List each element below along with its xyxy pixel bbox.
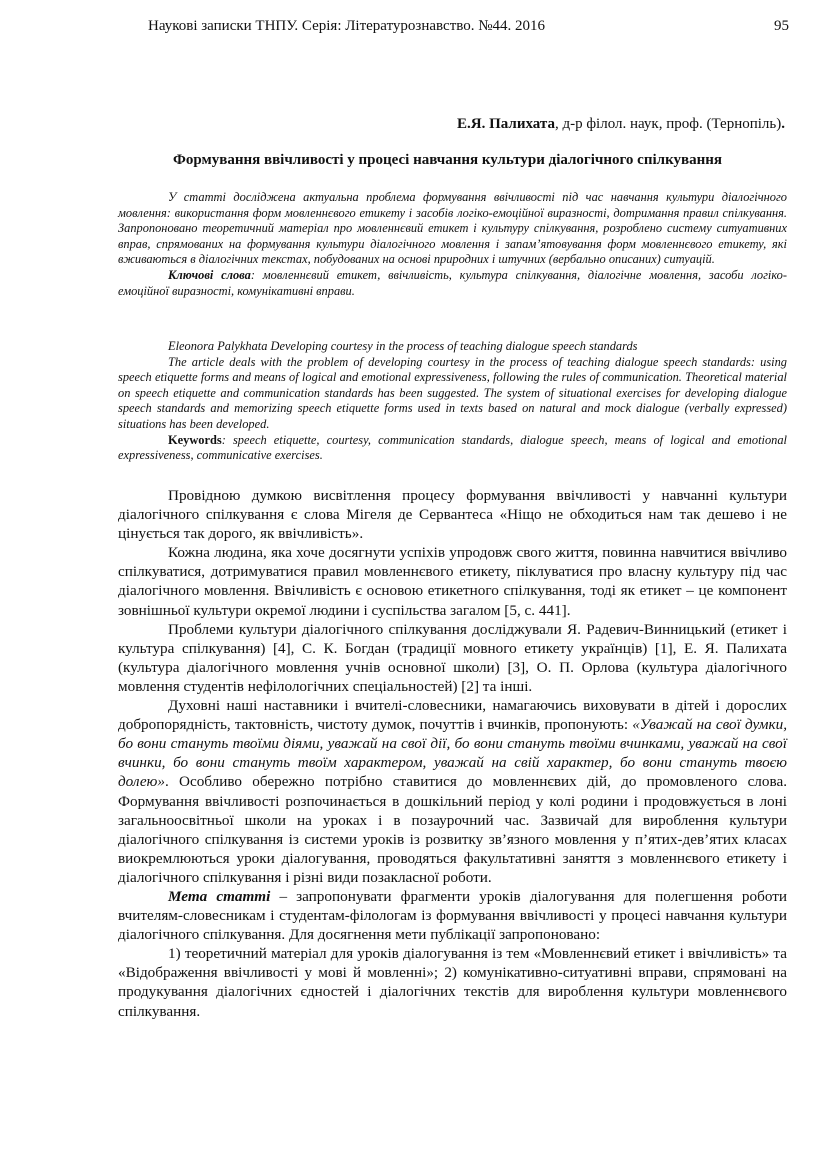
abstract-ua-keywords <box>118 268 787 299</box>
body-paragraph-3: Проблеми культури діалогічного спілкування досліджували Я. Радевич-Винницький (етикет і культура спілкування) [4], С. К. Богдан (традиції мовного етикету українців) [1], Е. Я. Палихата (культура діалогічного мовлення учнів основної школи) [3], О. П. Орлова (культура діалогічного мовлення студентів нефілологічних спеціальностей) [2] та інші. <box>118 620 787 695</box>
abstract-en-heading: Eleonora Palykhata Developing courtesy in the process of teaching dialogue speech standards <box>168 339 638 353</box>
page-number: 95 <box>774 18 789 34</box>
author-credentials: , д-р філол. наук, проф. (Тернопіль) <box>554 116 782 132</box>
article-title: Формування ввічливості у процесі навчання культури діалогічного спілкування <box>173 152 722 168</box>
abstract-ua-text: У статті досліджена актуальна проблема формування ввічливості під час навчання культури діалогічного мовлення: використання форм мовленнєвого етикету і засобів логіко-емоційної виразності, дотримання правил спілкування. Запропоновано теоретичний матеріал про мовленнєвий етикет і культуру спілкування, розроблено систему ситуативних вправ, спрямованих на формування культури діалогічного мовлення і запам’ятовування форм мовленнєвого етикету, які вживаються в діалогічних текстах, побудованих на основі природних і штучних (вербально описаних) ситуацій. <box>118 190 787 267</box>
keywords-label-en: Keywords <box>168 432 222 447</box>
body-paragraph-4 <box>118 696 787 887</box>
author-dot: . <box>781 116 785 132</box>
p4-end: . Особливо обережно потрібно ставитися до мовленнєвих дій, до промовленого слова. Формування ввічливості розпочинається в дошкільний період у колі родини і продовжується в лоні загальноосвітньої школи на уроках і в позаурочний час. Зазвичай для вироблення культури діалогічного спілкування із системи уроків із розвитку зв’язного мовлення у п’ятих-дев’ятих класах виокремлюються уроки діалогування, проводяться факультативні заняття з мовленнєвого етикету і діалогічного спілкування і різні види позакласної роботи. <box>118 773 787 886</box>
goal-label: Мета статті <box>168 887 271 905</box>
body-paragraph-2: Кожна людина, яка хоче досягнути успіхів упродовж свого життя, повинна навчитися ввічливо спілкуватися, дотримуватися правил мовленнєвого етикету, піклуватися про власну культуру під час діалогічного мовлення. Ввічливість є основою етикетного спілкування, тоді як етикет – це компонент зовнішньої культури окремої людини і суспільства загалом [5, с. 441]. <box>118 544 787 619</box>
p4-quote: «Уважай на свої думки, бо вони стануть твоїми діями, уважай на свої дії, бо вони стануть твоїми вчинками, уважай на свої вчинки, бо вони стануть твоїм характером, уважай на свій характер, бо вони стануть твоєю долею» <box>118 716 787 791</box>
running-title: Наукові записки ТНПУ. Серія: Літературознавство. №44. 2016 <box>148 18 546 34</box>
page-header <box>148 18 789 40</box>
abstract-en-text: The article deals with the problem of developing courtesy in the process of teaching dialogue speech standards: using speech etiquette forms and means of logical and emotional expressiveness, following the rules of communication. Theoretical material on speech etiquette and communication standards has been suggested. The system of situational exercises for developing dialogue speech standards and memorizing speech etiquette forms used in texts based on natural and mock dialogue (verbally expressed) situations has been developed. <box>118 354 787 431</box>
article-body <box>118 486 787 1021</box>
abstract-en-keywords <box>118 433 787 464</box>
abstract-english <box>118 339 787 464</box>
p4-start: Духовні наші наставники і вчителі-словесники, намагаючись виховувати в дітей і дорослих добропорядність, тактовність, чистоту думок, почуттів і вчинків, пропонують: <box>118 697 787 734</box>
goal-text: – запропонувати фрагменти уроків діалогування для полегшення роботи вчителям-словесникам і студентам-філологам із формування ввічливості у процесі навчання культури діалогічного спілкування. Для досягнення мети публікації запропоновано: <box>118 887 788 944</box>
author-line <box>457 116 785 133</box>
abstract-ukrainian <box>118 190 787 299</box>
body-paragraph-6: 1) теоретичний матеріал для уроків діалогування із тем «Мовленнєвий етикет і ввічливість» та «Відображення ввічливості у мові й мовленні»; 2) комунікативно-ситуативні вправи, спрямовані на продукування діалогічних єдностей і діалогічних текстів для вироблення культури мовленнєвого спілкування. <box>118 945 787 1020</box>
body-paragraph-5 <box>118 887 787 944</box>
keywords-en: : speech etiquette, courtesy, communication standards, dialogue speech, means of logical and emotional expressiveness, communicative exercises. <box>118 432 787 463</box>
author-name: Е.Я. Палихата <box>457 116 555 132</box>
keywords-ua: : мовленнєвий етикет, ввічливість, культура спілкування, діалогічне мовлення, засоби логіко-емоційної виразності, комунікативні вправи. <box>118 267 787 298</box>
body-paragraph-1: Провідною думкою висвітлення процесу формування ввічливості у навчанні культури діалогічного спілкування є слова Мігеля де Сервантеса «Ніщо не обходиться нам так дешево і не цінується так дорого, як ввічливість». <box>118 487 787 543</box>
keywords-label-ua: Ключові слова <box>168 267 251 282</box>
